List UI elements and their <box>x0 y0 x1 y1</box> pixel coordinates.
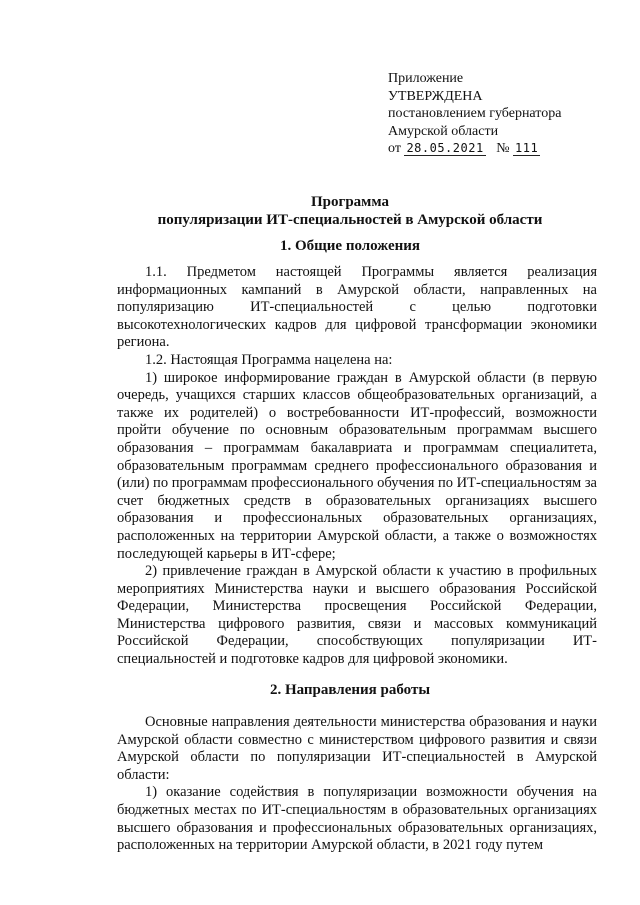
section-1-body <box>117 264 597 669</box>
section-2-heading: 2. Направления работы <box>269 682 431 698</box>
program-title <box>100 193 600 229</box>
approval-stamp-block <box>388 70 561 158</box>
approval-line-decree: постановлением губернатора <box>388 106 562 121</box>
approval-line-approved: УТВЕРЖДЕНА <box>388 88 483 104</box>
paragraph-2-intro: Основные направления деятельности министерства образования и науки Амурской области совместно с министерством цифрового развития и связи Амурской области по популяризации ИТ-специальностей в Амурской области: <box>117 714 597 783</box>
section-1-heading: 1. Общие положения <box>279 238 421 254</box>
handwritten-date: 28.05.2021 <box>406 141 484 155</box>
title-line-2: популяризации ИТ-специальностей в Амурской области <box>157 212 543 228</box>
number-label: № <box>496 141 510 156</box>
date-prefix: от <box>388 141 401 156</box>
paragraph-2-item-1: 1) оказание содействия в популяризации возможности обучения на бюджетных местах по ИТ-специальностям в образовательных организациях высшего образования и профессиональных образовательных организациях, расположенных на территории Амурской области, в 2021 году путем <box>117 784 597 854</box>
handwritten-number: 111 <box>515 141 539 155</box>
paragraph-1-2: 1.2. Настоящая Программа нацелена на: <box>145 351 393 368</box>
paragraph-1-1: 1.1. Предметом настоящей Программы является реализация информационных кампаний в Амурской области, направленных на популяризацию ИТ-специальностей с целью подготовки высокотехнологических кадров для цифровой трансформации экономики региона. <box>117 264 597 351</box>
approval-line-appendix: Приложение <box>388 71 464 86</box>
paragraph-item-1: 1) широкое информирование граждан в Амурской области (в первую очередь, учащихся старших классов общеобразовательных организаций, а также их родителей) о востребованности ИТ-профессий, возможности пройти обучение по основным образовательным программам высшего образования – программам бакалавриата и программам специалитета, образовательным программам среднего профессионального образования и (или) по программам профессионального обучения по ИТ-специальностям за счет бюджетных средств в образовательных организациях высшего образования и профессиональных образовательных организациях, расположенных на территории Амурской области, а также о возможностях последующей карьеры в ИТ-сфере; <box>117 369 597 562</box>
paragraph-item-2: 2) привлечение граждан в Амурской области к участию в профильных мероприятиях Министерства науки и высшего образования Российской Федерации, Министерства просвещения Российской Федерации, Министерства цифрового развития, связи и массовых коммуникаций Российской Федерации, способствующих популяризации ИТ-специальностей и подготовке кадров для цифровой экономики. <box>117 563 597 668</box>
approval-date-line <box>388 140 561 158</box>
section-2-body <box>117 714 597 855</box>
approval-line-region: Амурской области <box>388 123 499 139</box>
title-line-1: Программа <box>311 194 389 210</box>
